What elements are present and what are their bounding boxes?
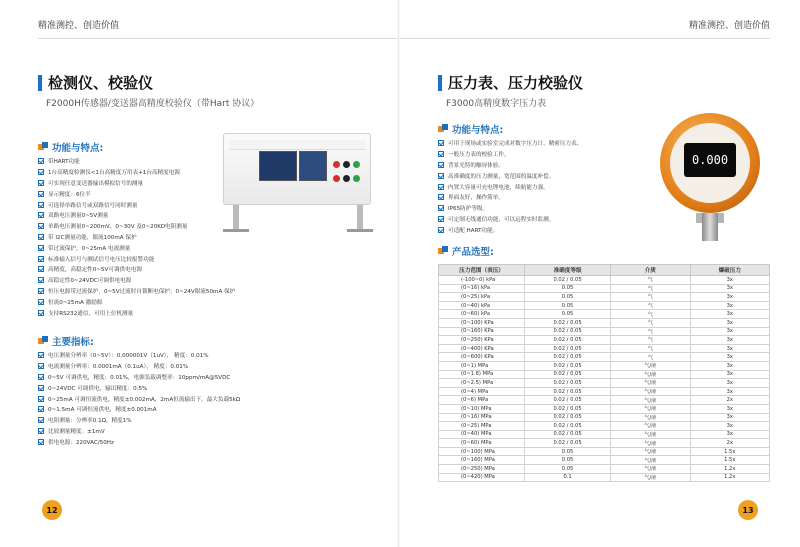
table-cell: 0.02 / 0.05 <box>525 404 611 413</box>
gauge-display: 0.000 <box>684 143 736 177</box>
column-header: 介质 <box>611 265 690 276</box>
red-jack-icon <box>333 175 340 182</box>
device-foot <box>347 229 373 232</box>
table-cell: 2x <box>690 439 769 448</box>
checkbox-icon <box>438 140 444 146</box>
table-cell: 气/液 <box>611 422 690 431</box>
table-cell: 0.02 / 0.05 <box>525 396 611 405</box>
table-cell: 气/液 <box>611 387 690 396</box>
list-item-text: 支持RS232通信，可用上位机测量 <box>48 310 134 317</box>
list-item-text: 恒压电源带过流保护，0~5V过流时自锁断电保护；0~24V限流50mA 保护 <box>48 288 236 295</box>
table-row <box>439 276 770 285</box>
table-row <box>439 370 770 379</box>
table-cell: (0~160) MPa <box>439 456 525 465</box>
table-row <box>439 473 770 482</box>
features-heading <box>438 122 503 136</box>
table-cell: 1.2x <box>690 465 769 474</box>
checkbox-icon <box>38 169 44 175</box>
features-heading <box>38 140 103 154</box>
checkbox-icon <box>438 194 444 200</box>
column-header: 压力范围（表压） <box>439 265 525 276</box>
table-row <box>439 379 770 388</box>
checkbox-icon <box>438 173 444 179</box>
page-header: 精准测控、创造价值 <box>38 21 120 31</box>
product-subtitle: F3000高精度数字压力表 <box>446 99 547 109</box>
table-row <box>439 430 770 439</box>
table-cell: 气/液 <box>611 361 690 370</box>
table-cell: 气 <box>611 310 690 319</box>
list-item <box>38 221 235 232</box>
checkbox-icon <box>38 288 44 294</box>
table-cell: (0~60) MPa <box>439 439 525 448</box>
list-item-text: 电流测量分辨率：0.0001mA（0.1uA）， 精度：0.01% <box>48 364 189 371</box>
table-cell: 3x <box>690 276 769 285</box>
list-item <box>38 307 235 318</box>
section-title-text: 压力表、压力校验仪 <box>448 74 584 92</box>
checkbox-icon <box>438 151 444 157</box>
table-cell: (0~1) MPa <box>439 361 525 370</box>
table-cell: (0~40) MPa <box>439 430 525 439</box>
list-item-text: 单路电压测量0~200mV、0~30V 及0~20KO电阻测量 <box>48 224 188 231</box>
table-row <box>439 413 770 422</box>
table-cell: 气/液 <box>611 379 690 388</box>
device-screen <box>259 151 297 181</box>
pressure-gauge-image <box>640 105 790 250</box>
table-cell: 0.05 <box>525 293 611 302</box>
table-cell: 气/液 <box>611 430 690 439</box>
list-item <box>38 426 240 437</box>
list-item <box>38 188 235 199</box>
list-item <box>38 382 240 393</box>
table-cell: (0~100) KPa <box>439 318 525 327</box>
table-cell: (0~400) KPa <box>439 344 525 353</box>
checkbox-icon <box>438 216 444 222</box>
title-accent-bar <box>38 75 42 91</box>
table-cell: 0.02 / 0.05 <box>525 439 611 448</box>
list-item <box>38 372 240 383</box>
page-number: 12 <box>42 500 62 520</box>
table-cell: 气/液 <box>611 439 690 448</box>
table-cell: (0~420) MPa <box>439 473 525 482</box>
table-cell: 0.02 / 0.05 <box>525 336 611 345</box>
device-screen-secondary <box>299 151 327 181</box>
table-cell: (0~6) MPa <box>439 396 525 405</box>
checkbox-icon <box>38 256 44 262</box>
table-row <box>439 353 770 362</box>
list-item <box>38 404 240 415</box>
section-icon <box>38 142 48 152</box>
table-row <box>439 344 770 353</box>
table-body <box>439 276 770 482</box>
list-item <box>438 181 582 192</box>
list-item <box>38 232 235 243</box>
list-item-text: 恒流0~25mA 激励源 <box>48 299 103 306</box>
checkbox-icon <box>38 234 44 240</box>
table-cell: 0.05 <box>525 284 611 293</box>
features-list <box>38 156 235 318</box>
table-cell: 0.02 / 0.05 <box>525 353 611 362</box>
table-cell: 气/液 <box>611 473 690 482</box>
table-cell: 气/液 <box>611 396 690 405</box>
list-item-text: 可实现任意变送器输出模拟信号的测量 <box>48 180 144 187</box>
list-item-text: 界面友好，操作简单。 <box>448 195 504 202</box>
list-item <box>38 296 235 307</box>
table-cell: 气/液 <box>611 456 690 465</box>
list-item-text: 高稳定性0~24VDC可调供电电源 <box>48 278 132 285</box>
black-jack-icon <box>343 161 350 168</box>
table-row <box>439 301 770 310</box>
table-row <box>439 422 770 431</box>
device-stand-leg <box>233 205 239 231</box>
specs-heading-text: 主要指标: <box>52 337 94 348</box>
features-heading-text: 功能与特点: <box>52 143 104 154</box>
checkbox-icon <box>38 363 44 369</box>
table-cell: (0~40) kPa <box>439 301 525 310</box>
specs-heading <box>38 334 94 348</box>
red-jack-icon <box>333 161 340 168</box>
section-title <box>38 72 153 93</box>
table-cell: (0~250) MPa <box>439 465 525 474</box>
table-row <box>439 447 770 456</box>
list-item-text: 背景光特的触屏体验。 <box>448 162 504 169</box>
checkbox-icon <box>38 299 44 305</box>
list-item-text: 1台高精度检测仪<1台高精度万用表+1台高精度电源 <box>48 170 180 177</box>
table-cell: 3x <box>690 318 769 327</box>
table-cell: 0.02 / 0.05 <box>525 327 611 336</box>
list-item <box>38 253 235 264</box>
list-item-text: 带过流保护，0~25mA 电流测量 <box>48 245 131 252</box>
table-cell: 0.02 / 0.05 <box>525 379 611 388</box>
list-item-text: 可用于现场或实验室完成对数字压力计、精密压力表、 <box>448 141 583 148</box>
table-row <box>439 387 770 396</box>
table-cell: 3x <box>690 370 769 379</box>
table-cell: 气 <box>611 318 690 327</box>
table-cell: 3x <box>690 422 769 431</box>
checkbox-icon <box>38 428 44 434</box>
list-item <box>38 199 235 210</box>
selection-heading <box>438 244 494 258</box>
header-divider <box>400 38 770 39</box>
table-cell: 0.05 <box>525 456 611 465</box>
green-jack-icon <box>353 175 360 182</box>
list-item-text: 可适配 HART功能。 <box>448 227 499 234</box>
list-item-text: 0~25mA 可调恒流供电，精度±0.002mA，2mA恒流输出下，最大负载5kΩ <box>48 396 241 403</box>
title-accent-bar <box>438 75 442 91</box>
table-cell: 3x <box>690 301 769 310</box>
list-item-text: 双路电压测量0~5V测量 <box>48 213 109 220</box>
page-header: 精准测控、创造价值 <box>688 21 770 31</box>
list-item <box>38 350 240 361</box>
device-stand-leg <box>357 205 363 231</box>
checkbox-icon <box>438 184 444 190</box>
device-top-panel <box>230 140 366 150</box>
table-cell: (0~10) MPa <box>439 404 525 413</box>
table-cell: 0.02 / 0.05 <box>525 422 611 431</box>
table-cell: 气/液 <box>611 370 690 379</box>
list-item <box>38 415 240 426</box>
table-row <box>439 310 770 319</box>
checkbox-icon <box>38 385 44 391</box>
table-cell: 3x <box>690 344 769 353</box>
table-cell: 3x <box>690 336 769 345</box>
table-row <box>439 284 770 293</box>
checkbox-icon <box>38 212 44 218</box>
list-item <box>438 160 582 171</box>
table-row <box>439 318 770 327</box>
list-item-text: 0~5V 可调供电，精度：0.01%，电源负载调整率：10ppm/mA@5VDC <box>48 374 231 381</box>
table-cell: 气/液 <box>611 404 690 413</box>
table-cell: (0~2.5) MPa <box>439 379 525 388</box>
list-item <box>38 178 235 189</box>
green-jack-icon <box>353 161 360 168</box>
table-cell: 气/液 <box>611 413 690 422</box>
table-cell: 2x <box>690 396 769 405</box>
table-cell: 0.02 / 0.05 <box>525 413 611 422</box>
checkbox-icon <box>38 266 44 272</box>
selection-table <box>438 264 770 482</box>
table-cell: 3x <box>690 404 769 413</box>
table-cell: (0~60) kPa <box>439 310 525 319</box>
list-item <box>38 361 240 372</box>
section-icon <box>38 336 48 346</box>
table-cell: 1.5x <box>690 456 769 465</box>
device-foot <box>223 229 249 232</box>
checkbox-icon <box>38 245 44 251</box>
table-cell: 3x <box>690 310 769 319</box>
table-header-row <box>439 265 770 276</box>
list-item <box>38 286 235 297</box>
checkbox-icon <box>38 158 44 164</box>
checkbox-icon <box>38 223 44 229</box>
list-item <box>38 210 235 221</box>
checkbox-icon <box>438 162 444 168</box>
table-row <box>439 361 770 370</box>
features-list <box>438 138 582 235</box>
list-item <box>438 214 582 225</box>
table-cell: 1.2x <box>690 473 769 482</box>
table-cell: 3x <box>690 430 769 439</box>
table-cell: 气 <box>611 293 690 302</box>
list-item <box>438 203 582 214</box>
table-cell: 气 <box>611 301 690 310</box>
table-cell: 气 <box>611 353 690 362</box>
section-icon <box>438 246 448 256</box>
list-item <box>438 170 582 181</box>
list-item <box>438 149 582 160</box>
table-cell: 0.02 / 0.05 <box>525 361 611 370</box>
section-title <box>438 72 583 93</box>
list-item-text: 带HART功能 <box>48 159 80 166</box>
table-row <box>439 336 770 345</box>
table-cell: 0.02 / 0.05 <box>525 344 611 353</box>
table-cell: 3x <box>690 284 769 293</box>
black-jack-icon <box>343 175 350 182</box>
checkbox-icon <box>438 205 444 211</box>
list-item-text: 供电电源：220VAC/50Hz <box>48 439 114 446</box>
list-item-text: 高精度，高稳定性0~5V可调供电电源 <box>48 267 142 274</box>
checkbox-icon <box>38 202 44 208</box>
product-subtitle: F2000H传感器/变送器高精度校验仪（带Hart 协议） <box>46 99 260 109</box>
list-item-text: 内置大容量可充电锂电池，续航能力强。 <box>448 184 549 191</box>
table-cell: (-100~0) kPa <box>439 276 525 285</box>
table-cell: 0.02 / 0.05 <box>525 370 611 379</box>
list-item-text: 一般压力表的校验工作。 <box>448 152 510 159</box>
table-cell: (0~4) MPa <box>439 387 525 396</box>
checkbox-icon <box>38 417 44 423</box>
table-cell: 3x <box>690 387 769 396</box>
table-row <box>439 396 770 405</box>
list-item-text: 电压测量分辨率（0~5V）：0.000001V（1uV）， 精度：0.01% <box>48 353 209 360</box>
checkbox-icon <box>38 439 44 445</box>
table-cell: 0.02 / 0.05 <box>525 387 611 396</box>
table-cell: (0~16) MPa <box>439 413 525 422</box>
list-item <box>38 156 235 167</box>
table-cell: 3x <box>690 327 769 336</box>
header-divider <box>38 38 400 39</box>
selection-heading-text: 产品选型: <box>452 247 494 258</box>
checkbox-icon <box>38 310 44 316</box>
checkbox-icon <box>38 352 44 358</box>
checkbox-icon <box>38 396 44 402</box>
list-item <box>38 242 235 253</box>
table-row <box>439 465 770 474</box>
table-cell: 0.1 <box>525 473 611 482</box>
device-body <box>223 133 371 205</box>
table-cell: 3x <box>690 361 769 370</box>
table-cell: (0~1.6) MPa <box>439 370 525 379</box>
checkbox-icon <box>38 406 44 412</box>
section-title-text: 检测仪、校验仪 <box>48 74 154 92</box>
table-cell: (0~250) KPa <box>439 336 525 345</box>
table-cell: 3x <box>690 413 769 422</box>
table-cell: 气 <box>611 276 690 285</box>
checkbox-icon <box>438 227 444 233</box>
checkbox-icon <box>38 180 44 186</box>
table-cell: 1.5x <box>690 447 769 456</box>
table-cell: 0.05 <box>525 310 611 319</box>
checkbox-icon <box>38 191 44 197</box>
list-item-text: 可选择单路信号或双路信号同时测量 <box>48 202 138 209</box>
table-row <box>439 327 770 336</box>
list-item <box>38 264 235 275</box>
column-header: 爆破压力 <box>690 265 769 276</box>
table-row <box>439 404 770 413</box>
features-heading-text: 功能与特点: <box>452 125 504 136</box>
list-item-text: 显示精度：6位半 <box>48 191 91 198</box>
checkbox-icon <box>38 374 44 380</box>
list-item <box>38 275 235 286</box>
list-item-text: IP65防护等级。 <box>448 206 489 213</box>
list-item-text: 比较测量精度：±1mV <box>48 428 105 435</box>
table-cell: 0.05 <box>525 465 611 474</box>
table-row <box>439 456 770 465</box>
list-item <box>38 393 240 404</box>
list-item <box>438 192 582 203</box>
table-cell: 气 <box>611 344 690 353</box>
table-cell: (0~16) kPa <box>439 284 525 293</box>
list-item-text: 高准确度的压力测量，宽范围的温度补偿。 <box>448 173 555 180</box>
specs-list <box>38 350 240 447</box>
list-item-text: 0~1.5mA 可调恒流供电，精度±0.001mA <box>48 407 157 414</box>
list-item <box>438 224 582 235</box>
list-item <box>38 436 240 447</box>
table-cell: (0~160) KPa <box>439 327 525 336</box>
list-item-text: 电阻测量：分辨率0.1Ω，精度1% <box>48 418 132 425</box>
calibrator-device-image <box>215 125 385 240</box>
table-cell: (0~25) kPa <box>439 293 525 302</box>
table-cell: 气 <box>611 284 690 293</box>
table-cell: 0.02 / 0.05 <box>525 276 611 285</box>
list-item-text: 标准输入信号与测试信号电压比较报警功能 <box>48 256 155 263</box>
list-item <box>438 138 582 149</box>
table-cell: (0~100) MPa <box>439 447 525 456</box>
page-number: 13 <box>738 500 758 520</box>
table-row <box>439 439 770 448</box>
table-cell: 3x <box>690 293 769 302</box>
table-cell: (0~25) MPa <box>439 422 525 431</box>
gauge-stem <box>702 213 718 241</box>
list-item <box>38 167 235 178</box>
table-cell: 气 <box>611 336 690 345</box>
table-cell: 0.02 / 0.05 <box>525 318 611 327</box>
section-icon <box>438 124 448 134</box>
table-cell: 0.02 / 0.05 <box>525 430 611 439</box>
table-cell: 气/液 <box>611 447 690 456</box>
table-cell: 气 <box>611 327 690 336</box>
table-cell: 气/液 <box>611 465 690 474</box>
table-row <box>439 293 770 302</box>
checkbox-icon <box>38 277 44 283</box>
column-header: 准确度等级 <box>525 265 611 276</box>
right-page <box>400 0 800 547</box>
table-cell: (0~600) KPa <box>439 353 525 362</box>
table-cell: 0.05 <box>525 301 611 310</box>
table-cell: 3x <box>690 353 769 362</box>
list-item-text: 带 I2C测量功能，限流100mA 保护 <box>48 234 137 241</box>
table-cell: 0.05 <box>525 447 611 456</box>
list-item-text: 0~24VDC 可调供电，输出精度：0.5% <box>48 385 148 392</box>
list-item-text: 可定制无线通信功能，可以远程实时监测。 <box>448 216 555 223</box>
table-cell: 3x <box>690 379 769 388</box>
